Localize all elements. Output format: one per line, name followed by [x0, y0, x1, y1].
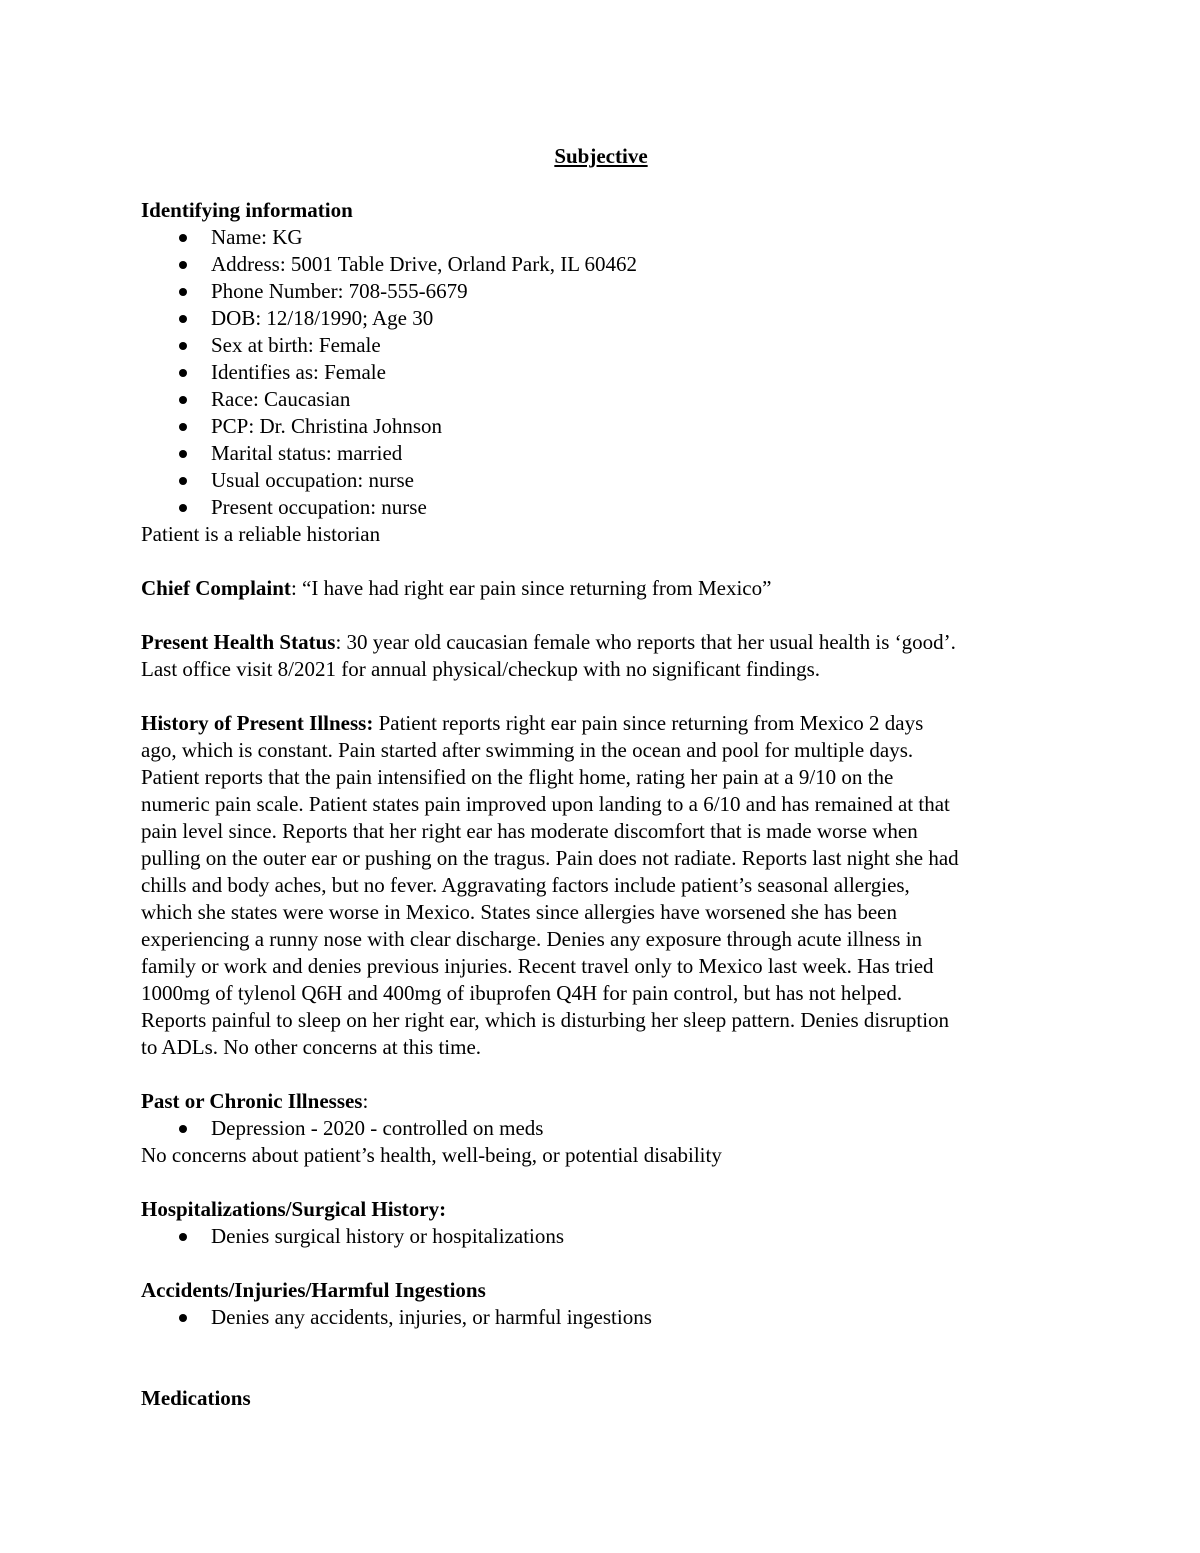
- hpi-line: ago, which is constant. Pain started after swimming in the ocean and pool for multiple days.: [141, 738, 914, 762]
- hpi-line: which she states were worse in Mexico. States since allergies have worsened she has been: [141, 900, 897, 924]
- hpi-line: Reports painful to sleep on her right ear, which is disturbing her sleep pattern. Denies disruption: [141, 1008, 950, 1032]
- hpi-text: Patient reports right ear pain since returning from Mexico 2 days: [373, 711, 924, 735]
- past-illnesses-heading: Past or Chronic Illnesses:: [141, 1089, 369, 1113]
- list-item: Marital status: married: [141, 440, 1061, 467]
- list-item: Name: KG: [141, 224, 1061, 251]
- present-health-label: Present Health Status: [141, 630, 336, 654]
- list-item: Sex at birth: Female: [141, 332, 1061, 359]
- bullet-icon: [179, 1314, 187, 1322]
- list-item: Denies any accidents, injuries, or harmful ingestions: [141, 1304, 1061, 1331]
- bullet-icon: [179, 1233, 187, 1241]
- list-item: PCP: Dr. Christina Johnson: [141, 413, 1061, 440]
- list-item: Race: Caucasian: [141, 386, 1061, 413]
- list-item: Present occupation: nurse: [141, 494, 1061, 521]
- chief-complaint-text: : “I have had right ear pain since returning from Mexico”: [290, 576, 772, 600]
- bullet-icon: [179, 450, 187, 458]
- bullet-icon: [179, 261, 187, 269]
- medications-heading: Medications: [141, 1386, 251, 1410]
- reliability-note: Patient is a reliable historian: [141, 522, 381, 546]
- identifying-heading: Identifying information: [141, 198, 353, 222]
- page-title: Subjective: [554, 144, 648, 168]
- past-illnesses-note: No concerns about patient’s health, well-being, or potential disability: [141, 1143, 722, 1167]
- bullet-icon: [179, 504, 187, 512]
- bullet-icon: [179, 1125, 187, 1133]
- hpi-first-line: [141, 710, 1061, 737]
- hpi-line: experiencing a runny nose with clear discharge. Denies any exposure through acute illness in: [141, 927, 923, 951]
- bullet-icon: [179, 342, 187, 350]
- spacer: [141, 683, 1061, 710]
- chief-complaint-label: Chief Complaint: [141, 576, 291, 600]
- present-health-text: : 30 year old caucasian female who reports that her usual health is ‘good’.: [335, 630, 956, 654]
- identifying-list: [141, 224, 1061, 521]
- list-item: Depression - 2020 - controlled on meds: [141, 1115, 1061, 1142]
- list-item: Denies surgical history or hospitalizations: [141, 1223, 1061, 1250]
- bullet-icon: [179, 315, 187, 323]
- hpi-line: pulling on the outer ear or pushing on the tragus. Pain does not radiate. Reports last night she had: [141, 846, 959, 870]
- list-item: DOB: 12/18/1990; Age 30: [141, 305, 1061, 332]
- accidents-heading: Accidents/Injuries/Harmful Ingestions: [141, 1278, 486, 1302]
- document-page: [141, 143, 1061, 1412]
- spacer: [141, 1331, 1061, 1385]
- list-item: Address: 5001 Table Drive, Orland Park, IL 60462: [141, 251, 1061, 278]
- chief-complaint: [141, 575, 1061, 602]
- accidents-list: [141, 1304, 1061, 1331]
- spacer: [141, 602, 1061, 629]
- spacer: [141, 1061, 1061, 1088]
- list-item: Usual occupation: nurse: [141, 467, 1061, 494]
- bullet-icon: [179, 288, 187, 296]
- hpi-line: chills and body aches, but no fever. Aggravating factors include patient’s seasonal allergies,: [141, 873, 910, 897]
- spacer: [141, 548, 1061, 575]
- past-illnesses-list: [141, 1115, 1061, 1142]
- hpi-line: numeric pain scale. Patient states pain improved upon landing to a 6/10 and has remained at that: [141, 792, 950, 816]
- hpi-line: pain level since. Reports that her right ear has moderate discomfort that is made worse when: [141, 819, 918, 843]
- spacer: [141, 1250, 1061, 1277]
- hospitalizations-heading: Hospitalizations/Surgical History:: [141, 1197, 447, 1221]
- list-item: Identifies as: Female: [141, 359, 1061, 386]
- past-illnesses-label: Past or Chronic Illnesses: [141, 1089, 363, 1113]
- bullet-icon: [179, 369, 187, 377]
- hpi-label: History of Present Illness:: [141, 711, 374, 735]
- bullet-icon: [179, 423, 187, 431]
- present-health-status: [141, 629, 1061, 656]
- list-item: Phone Number: 708-555-6679: [141, 278, 1061, 305]
- spacer: [141, 1169, 1061, 1196]
- bullet-icon: [179, 396, 187, 404]
- hpi-line: 1000mg of tylenol Q6H and 400mg of ibuprofen Q4H for pain control, but has not helped.: [141, 981, 903, 1005]
- bullet-icon: [179, 477, 187, 485]
- hpi-line: Patient reports that the pain intensified on the flight home, rating her pain at a 9/10 on the: [141, 765, 894, 789]
- bullet-icon: [179, 234, 187, 242]
- hpi-line: family or work and denies previous injuries. Recent travel only to Mexico last week. Has tried: [141, 954, 934, 978]
- hpi-line: to ADLs. No other concerns at this time.: [141, 1035, 482, 1059]
- present-health-line: Last office visit 8/2021 for annual physical/checkup with no significant findings.: [141, 657, 821, 681]
- hospitalizations-list: [141, 1223, 1061, 1250]
